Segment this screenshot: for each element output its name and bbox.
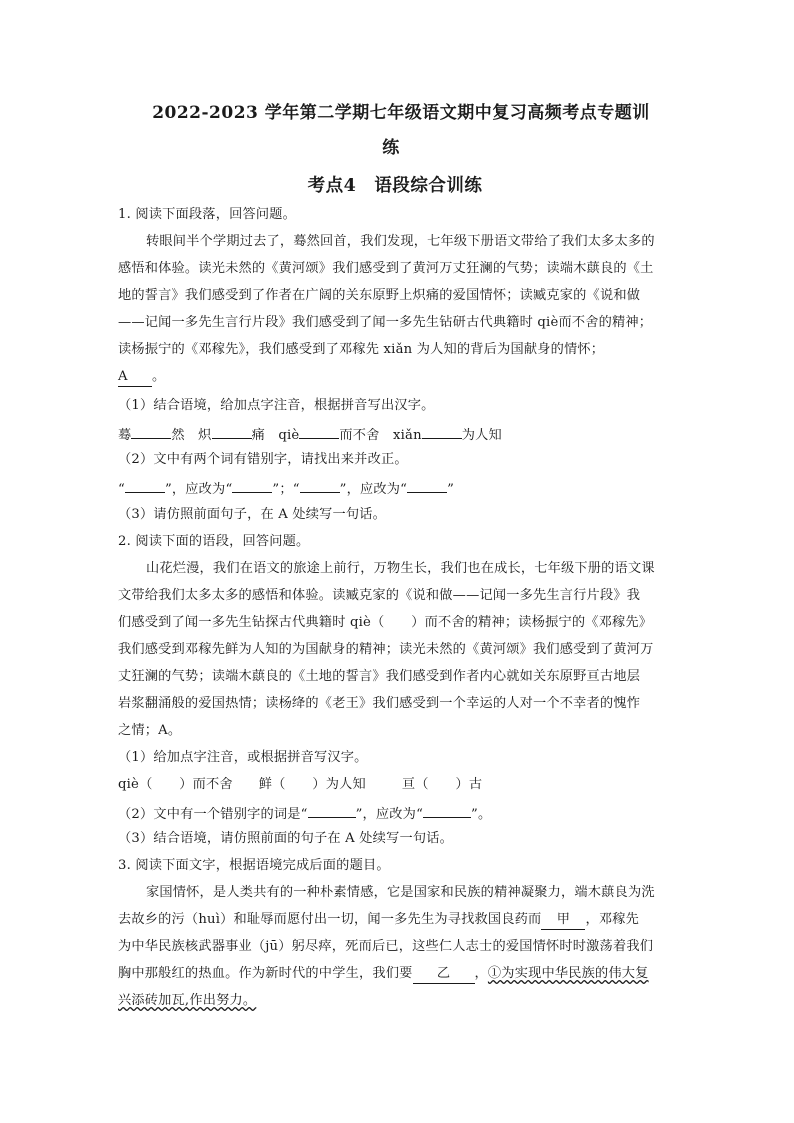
q1-sub2: （2）文中有两个词有错别字，请找出来并改正。 <box>118 452 408 467</box>
q2-sub2 <box>118 803 678 824</box>
fill-blank[interactable] <box>131 424 171 439</box>
q1-paragraph-line: ——记闻一多先生言行片段》我们感受到了闻一多先生钻研古代典籍时 qiè而不舍的精神； <box>118 315 653 330</box>
q2-paragraph-line: 山花烂漫，我们在语文的旅途上前行，万物生长，我们也在成长，七年级下册的语文课 <box>146 561 655 576</box>
question-3-heading: 3. 阅读下面文字，根据语境完成后面的题目。 <box>118 858 390 873</box>
fill-prompt: （2）文中有一个错别字的词是“ <box>118 807 308 822</box>
q3-paragraph-line <box>118 911 678 930</box>
page-subtitle: 考点4 语段综合训练 <box>307 176 483 196</box>
fill-blank[interactable] <box>232 478 272 493</box>
fill-blank[interactable] <box>422 424 462 439</box>
fill-blank[interactable] <box>423 803 471 818</box>
q2-sub1-fill-line <box>118 776 678 794</box>
q1-paragraph-line: 感悟和体验。读光未然的《黄河颂》我们感受到了黄河万丈狂澜的气势；读端木蕻良的《土 <box>118 261 654 276</box>
quote-mark: “ <box>118 482 125 497</box>
page-title: 2022-2023 学年第二学期七年级语文期中复习高频考点专题训 <box>152 103 650 123</box>
q2-paragraph-line: 我们感受到邓稼先鲜为人知的为国献身的精神；读光未然的《黄河颂》我们感受到了黄河万 <box>118 642 654 657</box>
q1-sub1-fill-line <box>118 424 678 445</box>
text-run: 胸中那般红的热血。作为新时代的中学生，我们要 <box>118 966 413 981</box>
q1-paragraph-line: 地的誓言》我们感受到了作者在广阔的关东原野上炽痛的爱国情怀；读臧克家的《说和做 <box>118 288 641 303</box>
q1-sub3: （3）请仿照前面句子，在 A 处续写一句话。 <box>118 507 387 522</box>
fill-prompt[interactable]: 亘（ ）古 <box>401 777 483 792</box>
question-2-heading: 2. 阅读下面的语段，回答问题。 <box>118 534 310 549</box>
q1-paragraph-line: 读杨振宁的《邓稼先》，我们感受到了邓稼先 xiǎn 为人知的背后为国献身的情怀； <box>118 342 605 357</box>
q1-answer-slot <box>118 368 678 387</box>
wavy-underlined-sentence: 兴添砖加瓦,作出努力。 <box>118 993 257 1008</box>
text-run: ， <box>474 966 488 981</box>
q3-paragraph-line <box>118 965 678 984</box>
q2-paragraph-line: 之情；A。 <box>118 723 182 738</box>
q1-sub2-fill-line <box>118 478 678 499</box>
fill-prompt: 痛 qiè <box>251 428 300 443</box>
q1-paragraph-line: 转眼间半个学期过去了，蓦然回首，我们发现，七年级下册语文带给了我们太多太多的 <box>146 234 655 249</box>
q3-paragraph-line <box>118 992 678 1010</box>
fill-blank[interactable] <box>212 424 252 439</box>
fill-prompt: ”；“ <box>272 482 300 497</box>
fill-blank[interactable] <box>308 803 356 818</box>
fill-blank[interactable] <box>125 478 165 493</box>
blank-jia[interactable]: 甲 <box>541 911 585 930</box>
text-run: 去故乡的污（huì）和耻辱而愿付出一切，闻一多先生为寻找救国良药而 <box>118 912 542 927</box>
answer-mark-a[interactable]: A <box>118 368 152 387</box>
q2-paragraph-line: 岩浆翻涌般的爱国热情；读杨绛的《老王》我们感受到一个幸运的人对一个不幸者的愧怍 <box>118 696 641 711</box>
q3-paragraph-line: 家国情怀，是人类共有的一种朴素情感，它是国家和民族的精神凝聚力，端木蕻良为洗 <box>146 885 655 900</box>
fill-prompt[interactable]: qiè（ ）而不舍 <box>118 777 233 792</box>
quote-mark: ” <box>447 482 455 497</box>
fill-blank[interactable] <box>407 478 447 493</box>
fill-prompt: ”，应改为“ <box>339 482 408 497</box>
fill-prompt: ”，应改为“ <box>164 482 233 497</box>
fill-blank[interactable] <box>299 424 339 439</box>
answer-end: 。 <box>152 369 166 384</box>
blank-yi[interactable]: 乙 <box>413 965 475 984</box>
fill-prompt: 为人知 <box>461 428 502 443</box>
fill-prompt: 蓦 <box>118 428 132 443</box>
fill-prompt[interactable]: 鲜（ ）为人知 <box>258 777 366 792</box>
q2-paragraph-line: 们感受到了闻一多先生钻探古代典籍时 qiè（ ）而不舍的精神；读杨振宁的《邓稼先》 <box>118 615 653 630</box>
q2-sub3: （3）结合语境，请仿照前面的句子在 A 处续写一句话。 <box>118 831 454 846</box>
text-run: ，邓稼先 <box>585 912 639 927</box>
wavy-underlined-sentence: ①为实现中华民族的伟大复 <box>487 966 649 981</box>
q2-sub1: （1）给加点字注音，或根据拼音写汉字。 <box>118 750 368 765</box>
q2-paragraph-line: 文带给我们太多太多的感悟和体验。读臧克家的《说和做——记闻一多先生言行片段》我 <box>118 588 641 603</box>
fill-prompt: ”。 <box>471 807 492 822</box>
page-title-continued: 练 <box>382 138 400 158</box>
fill-prompt: ”，应改为“ <box>355 807 424 822</box>
question-1-heading: 1. 阅读下面段落，回答问题。 <box>118 207 297 222</box>
fill-blank[interactable] <box>300 478 340 493</box>
q1-sub1: （1）结合语境，给加点字注音，根据拼音写出汉字。 <box>118 398 435 413</box>
q2-paragraph-line: 丈狂澜的气势；读端木蕻良的《土地的誓言》我们感受到作者内心就如关东原野亘古地层 <box>118 669 641 684</box>
q3-paragraph-line: 为中华民族核武器事业（jū）躬尽瘁，死而后已，这些仁人志士的爱国情怀时时激荡着我们 <box>118 939 654 954</box>
fill-prompt: 然 炽 <box>171 428 212 443</box>
fill-prompt: 而不舍 xiǎn <box>339 428 422 443</box>
